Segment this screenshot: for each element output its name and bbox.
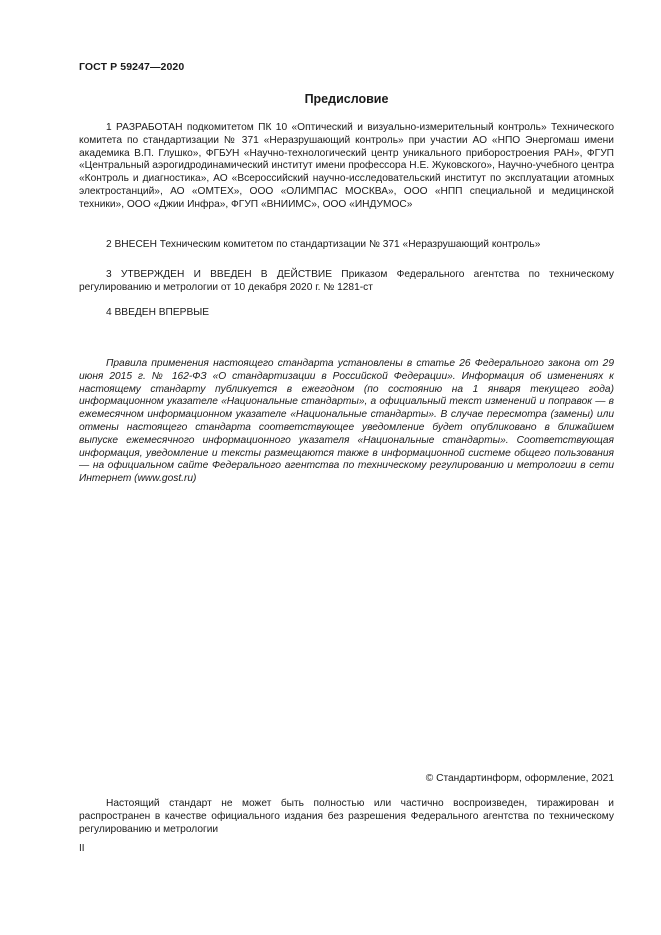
rules-note: Правила применения настоящего стандарта установлены в статье 26 Федерального закона от 29 июня 2015 г. № 162-ФЗ «О стандартизации в Российской Федерации». Информация об изменениях к настоящему стандарту публикуется в ежегодном (по состоянию на 1 января текущего года) информационном указателе «Национальные стандарты», а официальный текст изменений и поправок — в ежемесячном информационном указателе «Национальные стандарты». В случае пересмотра (замены) или отмены настоящего стандарта соответствующее уведомление будет опубликовано в ближайшем выпуске ежемесячного информационного указателя «Национальные стандарты». Соответствующая информация, уведомление и тексты размещаются также в информационной системе общего пользования — на официальном сайте Федерального агентства по техническому регулированию и метрологии в сети Интернет (www.gost.ru) <box>79 358 614 485</box>
preface-item-introduced: 2 ВНЕСЕН Техническим комитетом по стандартизации № 371 «Неразрушающий контроль» <box>106 239 541 250</box>
copyright: © Стандартинформ, оформление, 2021 <box>425 773 614 784</box>
standard-code: ГОСТ Р 59247—2020 <box>79 61 185 73</box>
reproduction-notice: Настоящий стандарт не может быть полностью или частично воспроизведен, тиражирован и распространен в качестве официального издания без разрешения Федерального агентства по техническому регулированию и метрологии <box>79 798 614 835</box>
page-number: II <box>79 843 85 854</box>
preface-item-developed: 1 РАЗРАБОТАН подкомитетом ПК 10 «Оптический и визуально-измерительный контроль» Технического комитета по стандартизации № 371 «Неразрушающий контроль» при участии АО «НПО Энергомаш имени академика В.П. Глушко», ФГБУН «Научно-технологический центр уникального приборостроения РАН», ФГУП «Центральный аэрогидродинамический институт имени профессора Н.Е. Жуковского», Научно-учебного центра «Контроль и диагностика», АО «Всероссийский научно-исследовательский институт по эксплуатации атомных электростанций», АО «ОМТЕХ», ООО «ОЛИМПАС МОСКВА», ООО «НПП специальной и медицинской техники», ООО «Джии Инфра», ФГУП «ВНИИМС», ООО «ИНДУМОС» <box>79 122 614 210</box>
preface-item-first-introduced: 4 ВВЕДЕН ВПЕРВЫЕ <box>106 307 210 318</box>
preface-title: Предисловие <box>304 92 389 106</box>
preface-item-approved: 3 УТВЕРЖДЕН И ВВЕДЕН В ДЕЙСТВИЕ Приказом Федерального агентства по техническому регулированию и метрологии от 10 декабря 2020 г. № 1281-ст <box>79 269 614 293</box>
